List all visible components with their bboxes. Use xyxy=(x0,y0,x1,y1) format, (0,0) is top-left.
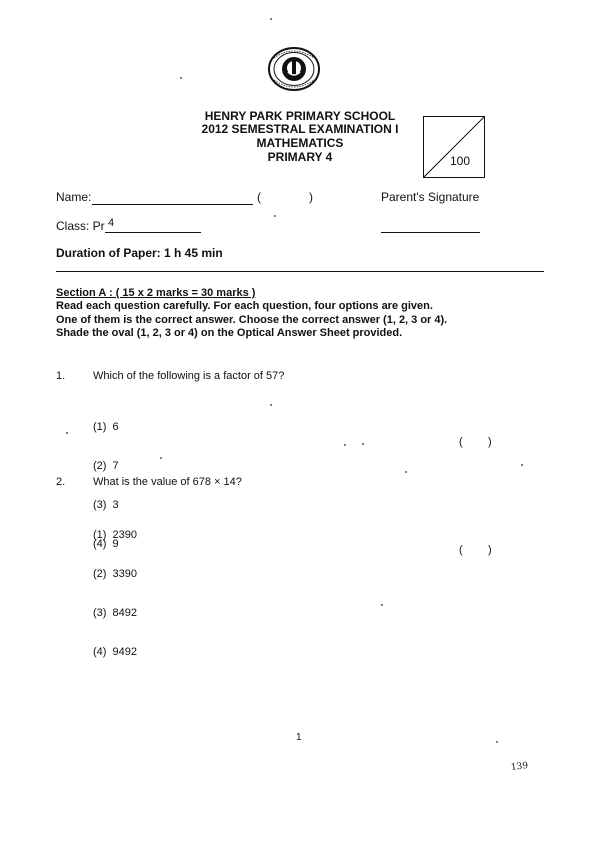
option-1[interactable]: (1) 2390 xyxy=(93,529,138,541)
scan-speck xyxy=(274,215,276,217)
answer-blank[interactable]: ( ) xyxy=(459,544,493,556)
index-paren-close: ) xyxy=(309,190,313,204)
scan-speck xyxy=(160,457,162,459)
scan-speck xyxy=(496,741,498,743)
option-1[interactable]: (1) 6 xyxy=(93,421,119,433)
question-options xyxy=(93,503,137,672)
scan-speck xyxy=(66,432,68,434)
handwritten-note: 139 xyxy=(510,760,529,774)
scan-speck xyxy=(270,404,272,406)
subject-title: MATHEMATICS xyxy=(256,136,344,150)
option-2[interactable]: (2) 3390 xyxy=(93,568,138,580)
scan-speck xyxy=(344,444,346,446)
duration-text: Duration of Paper: 1 h 45 min xyxy=(56,246,223,260)
index-paren-open: ( xyxy=(257,190,261,204)
instruction-line: One of them is the correct answer. Choose the correct answer (1, 2, 3 or 4). xyxy=(56,313,448,326)
question-number: 1. xyxy=(56,370,66,382)
scan-speck xyxy=(362,443,364,445)
section-title: Section A : ( 15 x 2 marks = 30 marks ) xyxy=(56,287,256,299)
name-label: Name: xyxy=(56,190,92,204)
scan-speck xyxy=(405,471,407,473)
option-4[interactable]: (4) 9 xyxy=(93,538,119,550)
section-instructions xyxy=(56,300,536,341)
class-label: Class: Pr xyxy=(56,219,105,233)
level-title: PRIMARY 4 xyxy=(267,150,333,164)
scan-speck xyxy=(180,77,182,79)
score-box xyxy=(423,116,485,178)
score-total: 100 xyxy=(449,154,470,168)
parent-signature-label: Parent's Signature xyxy=(381,190,480,204)
question-text: What is the value of 678 × 14? xyxy=(93,476,242,488)
school-crest-logo xyxy=(266,46,322,92)
class-value: 4 xyxy=(108,217,115,229)
instruction-line: Read each question carefully. For each question, four options are given. xyxy=(56,300,433,312)
answer-blank[interactable]: ( ) xyxy=(459,436,493,448)
instruction-line: Shade the oval (1, 2, 3 or 4) on the Optical Answer Sheet provided. xyxy=(56,327,403,339)
page-number: 1 xyxy=(296,732,302,743)
class-field[interactable] xyxy=(105,232,201,233)
header-divider xyxy=(56,271,544,272)
school-name: HENRY PARK PRIMARY SCHOOL xyxy=(204,109,396,123)
option-3[interactable]: (3) 3 xyxy=(93,499,119,511)
question-number: 2. xyxy=(56,476,66,488)
exam-title: 2012 SEMESTRAL EXAMINATION I xyxy=(201,122,399,136)
option-4[interactable]: (4) 9492 xyxy=(93,646,138,658)
question-text: Which of the following is a factor of 57? xyxy=(93,370,285,382)
score-box-diagonal xyxy=(424,117,484,177)
scan-speck xyxy=(521,464,523,466)
option-3[interactable]: (3) 8492 xyxy=(93,607,138,619)
scan-speck xyxy=(381,604,383,606)
parent-signature-field[interactable] xyxy=(381,232,480,233)
scan-speck xyxy=(270,18,272,20)
option-2[interactable]: (2) 7 xyxy=(93,460,119,472)
name-field[interactable] xyxy=(92,204,253,205)
